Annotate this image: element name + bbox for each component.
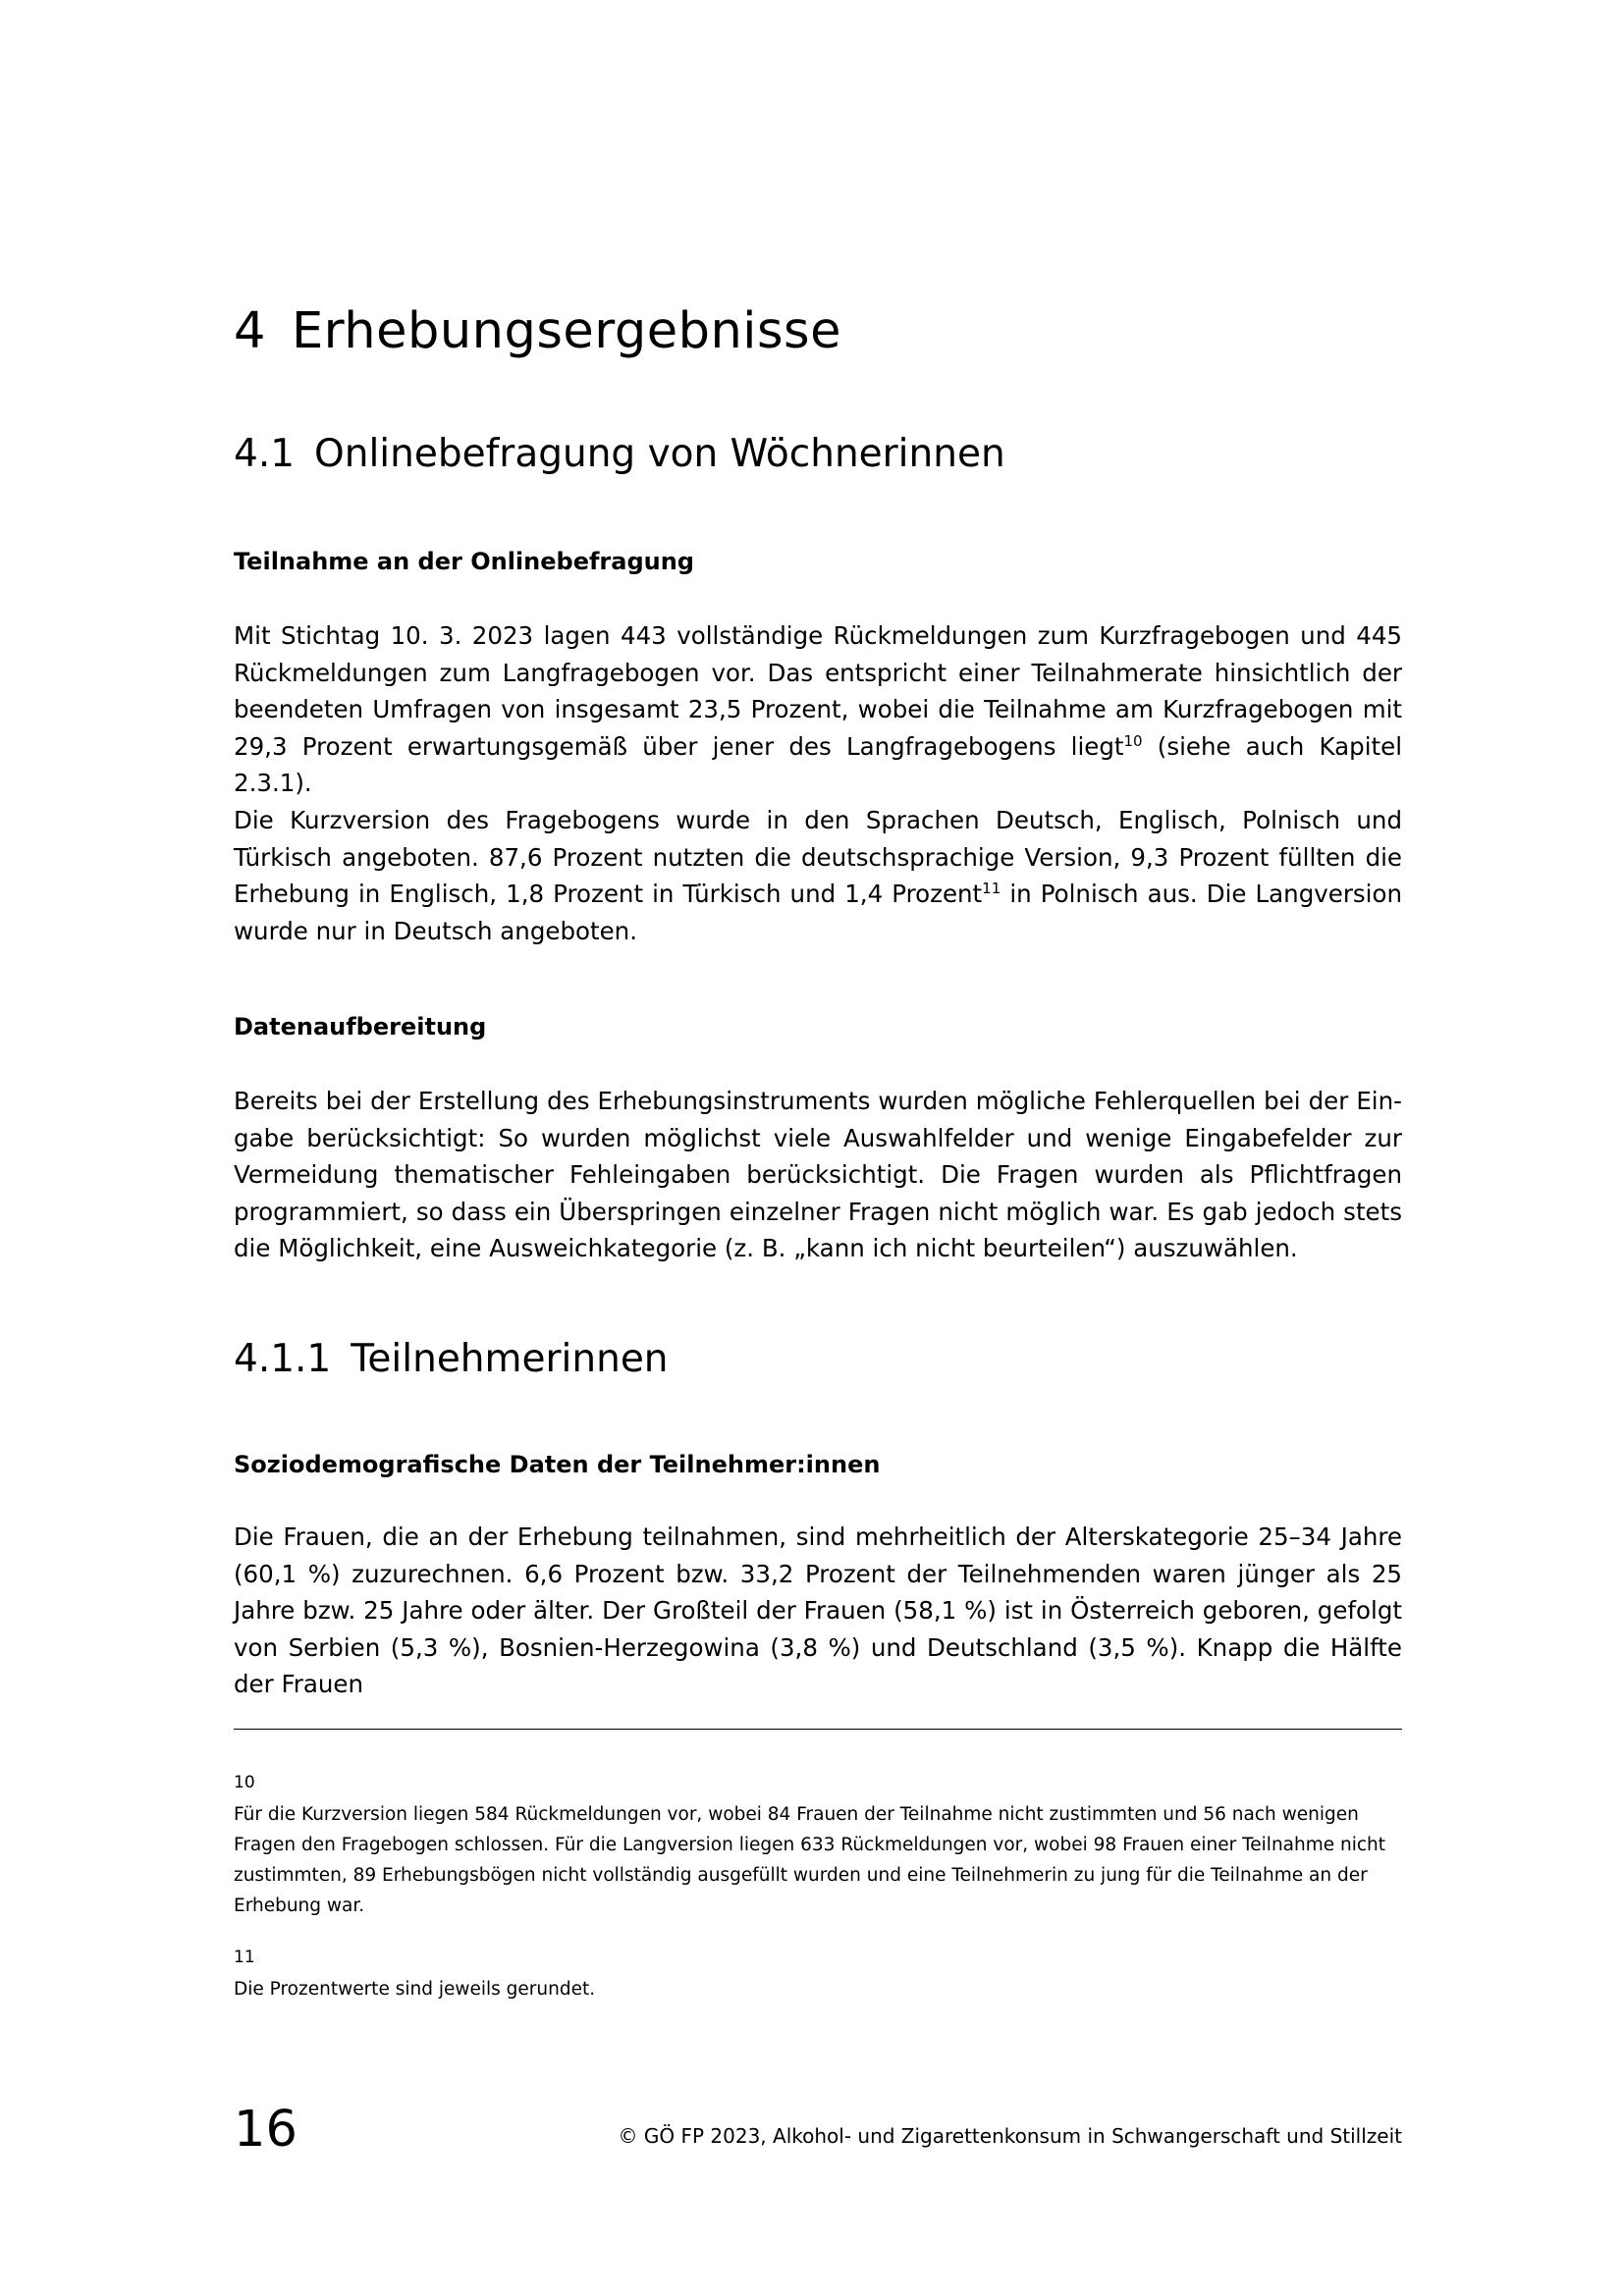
section-title: Onlinebefragung von Wöchnerinnen <box>314 432 1005 476</box>
paragraph-teilnahme-1 <box>234 617 1402 802</box>
footer-copyright: © GÖ FP 2023, Alkohol- und Zigarettenkonsum in Schwangerschaft und Stillzeit <box>618 2124 1402 2148</box>
paragraph-text: (siehe auch Kapitel 2.3.1). <box>234 731 1402 797</box>
footnote-text-11: Die Prozentwerte sind jeweils gerundet. <box>234 1979 596 2000</box>
document-page <box>234 0 1402 2296</box>
footnote-ref-11[interactable]: 11 <box>982 879 1001 897</box>
footnote-ref-10[interactable]: 10 <box>1123 731 1143 750</box>
section-number: 4.1 <box>234 432 296 476</box>
chapter-number: 4 <box>234 302 266 360</box>
paragraph-datenaufbereitung: Bereits bei der Erstellung des Erhebungsinstruments wurden mögliche Fehlerquellen bei der Eingabe berücksichtigt: So wurden möglichst viele Auswahlfelder und wenige Eingabefelder zur Vermeidung thematischer Fehleingaben berücksichtigt. Die Fragen wurden als Pflichtfragen programmiert, so dass ein Überspringen einzelner Fragen nicht möglich war. Es gab jedoch stets die Möglichkeit, eine Ausweichkategorie (z. B. „kann ich nicht beurteilen“) auszuwählen. <box>234 1087 1402 1262</box>
subsection-number: 4.1.1 <box>234 1337 332 1381</box>
subheading-teilnahme: Teilnahme an der Onlinebefragung <box>234 548 694 575</box>
paragraph-text: Die Kurzversion des Fragebogens wurde in den Sprachen Deutsch, Englisch, Polnisch und Türkisch angeboten. 87,6 Prozent nutzten die deutschsprachige Version, 9,3 Prozent füllten die Erhebung in Englisch, 1,8 Prozent in Türkisch und 1,4 Prozent <box>234 806 1402 908</box>
subheading-datenaufbereitung: Datenaufbereitung <box>234 1013 487 1041</box>
section-heading <box>234 432 1005 476</box>
paragraph-sozio: Die Frauen, die an der Erhebung teilnahmen, sind mehrheitlich der Alterskategorie 25–34 Jahre (60,1 %) zuzurechnen. 6,6 Prozent bzw. 33,2 Prozent der Teilnehmenden waren jünger als 25 Jahre bzw. 25 Jahre oder älter. Der Großteil der Frauen (58,1 %) ist in Österreich geboren, gefolgt von Serbien (5,3 %), Bosnien-Herzegowina (3,8 %) und Deutschland (3,5 %). Knapp die Hälfte der Frauen <box>234 1522 1402 1698</box>
footnote-number-11: 11 <box>234 1948 255 1967</box>
chapter-title: Erhebungsergebnisse <box>291 302 841 360</box>
page-number: 16 <box>234 2101 298 2159</box>
paragraph-text: Mit Stichtag 10. 3. 2023 lagen 443 vollständige Rückmeldungen zum Kurzfragebogen und 445 Rückmeldungen zum Langfragebogen vor. Das entspricht einer Teilnahmerate hinsichtlich der beendeten Umfragen von insgesamt 23,5 Prozent, wobei die Teilnahme am Kurzfragebogen mit 29,3 Prozent erwartungsgemäß über jener des Langfragebogens liegt <box>234 621 1402 761</box>
footnote-text-10: Für die Kurzversion liegen 584 Rückmeldungen vor, wobei 84 Frauen der Teilnahme nicht zustimmten und 56 nach wenigen Fragen den Fragebogen schlossen. Für die Langversion liegen 633 Rückmeldungen vor, wobei 98 Frauen einer Teilnahme nicht zustimmten, 89 Erhebungsbögen nicht vollständig ausgefüllt wurden und eine Teilnehmerin zu jung für die Teilnahme an der Erhebung war. <box>234 1804 1386 1916</box>
subsection-heading <box>234 1337 669 1381</box>
paragraph-teilnahme-2 <box>234 802 1402 949</box>
footnote-separator <box>234 1729 1402 1730</box>
subheading-sozio: Soziodemografische Daten der Teilnehmer:innen <box>234 1451 881 1478</box>
paragraph-text: in Polnisch aus. Die Langversion wurde nur in Deutsch angeboten. <box>234 880 1402 945</box>
subsection-title: Teilnehmerinnen <box>351 1337 669 1381</box>
chapter-heading <box>234 302 841 360</box>
footnote-number-10: 10 <box>234 1773 255 1792</box>
